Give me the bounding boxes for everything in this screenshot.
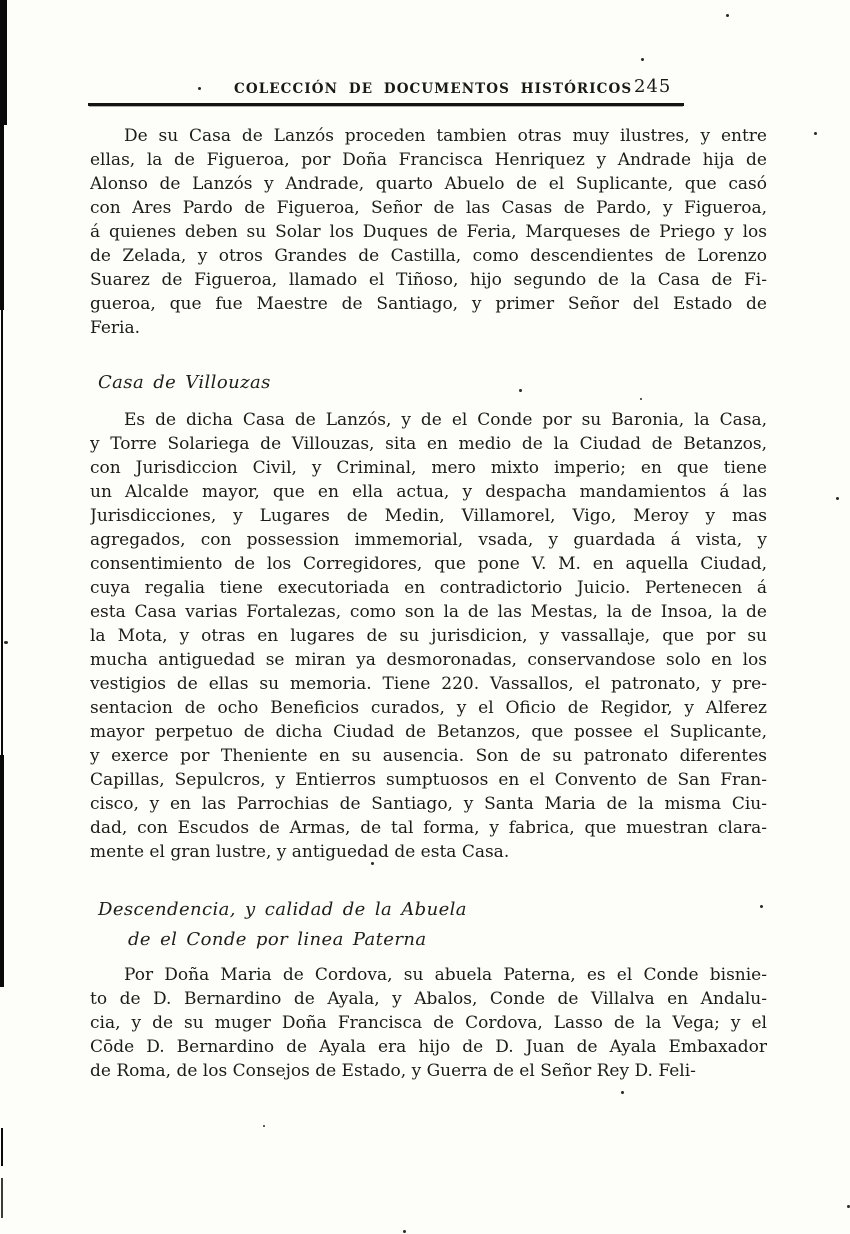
section-heading: Descendencia, y calidad de la Abuela — [98, 899, 467, 920]
paragraph — [90, 408, 767, 864]
text-line: Jurisdicciones, y Lugares de Medin, Villamorel, Vigo, Meroy y mas — [90, 506, 767, 526]
text-line: cisco, y en las Parrochias de Santiago, y Santa Maria de la misma Ciu- — [90, 794, 767, 814]
scan-speck — [726, 14, 729, 17]
paragraph — [90, 963, 767, 1083]
scan-speck — [371, 862, 374, 865]
text-line: Alonso de Lanzós y Andrade, quarto Abuelo de el Suplicante, que casó — [90, 174, 767, 194]
scan-speck — [641, 58, 644, 61]
text-line: cuya regalia tiene executoriada en contradictorio Juicio. Pertenecen á — [90, 578, 767, 598]
scan-speck — [263, 1125, 265, 1127]
binding-shadow-bar — [1, 1128, 3, 1166]
scan-speck — [4, 641, 8, 644]
text-line: Capillas, Sepulcros, y Entierros sumptuosos en el Convento de San Fran- — [90, 770, 767, 790]
text-line: Feria. — [90, 318, 141, 338]
text-line: la Mota, y otras en lugares de su jurisdicion, y vassallaje, que por su — [90, 626, 767, 646]
text-line: vestigios de ellas su memoria. Tiene 220. Vassallos, el patronato, y pre- — [90, 674, 767, 694]
text-line: consentimiento de los Corregidores, que pone V. M. en aquella Ciudad, — [90, 554, 767, 574]
scan-speck — [519, 389, 522, 392]
text-line: mayor perpetuo de dicha Ciudad de Betanzos, que possee el Suplicante, — [90, 722, 767, 742]
header-rule — [88, 103, 684, 106]
text-line: esta Casa varias Fortalezas, como son la de las Mestas, la de Insoa, la de — [90, 602, 767, 622]
running-title: COLECCIÓN DE DOCUMENTOS HISTÓRICOS — [234, 81, 633, 97]
scan-speck — [403, 1230, 406, 1233]
text-line: dad, con Escudos de Armas, de tal forma, y fabrica, que muestran clara- — [90, 818, 767, 838]
binding-shadow-bar — [1, 1178, 3, 1218]
text-line: con Jurisdiccion Civil, y Criminal, mero mixto imperio; en que tiene — [90, 458, 767, 478]
text-line: De su Casa de Lanzós proceden tambien otras muy ilustres, y entre — [124, 126, 767, 146]
scan-speck — [760, 905, 763, 908]
page-number: 245 — [634, 76, 672, 97]
scan-speck — [640, 398, 642, 400]
binding-shadow-bar — [0, 755, 4, 987]
paragraph — [90, 124, 767, 340]
section-heading: de el Conde por linea Paterna — [128, 929, 427, 950]
text-line: Por Doña Maria de Cordova, su abuela Paterna, es el Conde bisnie- — [124, 965, 767, 985]
text-line: mucha antiguedad se miran ya desmoronadas, conservandose solo en los — [90, 650, 767, 670]
text-line: y exerce por Theniente en su ausencia. Son de su patronato diferentes — [90, 746, 767, 766]
text-line: to de D. Bernardino de Ayala, y Abalos, Conde de Villalva en Andalu- — [90, 989, 767, 1009]
text-line: un Alcalde mayor, que en ella actua, y despacha mandamientos á las — [90, 482, 767, 502]
text-line: Cōde D. Bernardino de Ayala era hijo de D. Juan de Ayala Embaxador — [90, 1037, 767, 1057]
text-line: sentacion de ocho Beneficios curados, y el Oficio de Regidor, y Alferez — [90, 698, 767, 718]
scan-speck — [814, 132, 817, 135]
text-line: y Torre Solariega de Villouzas, sita en medio de la Ciudad de Betanzos, — [90, 434, 767, 454]
text-line: mente el gran lustre, y antiguedad de esta Casa. — [90, 842, 510, 862]
scan-speck — [198, 87, 201, 90]
binding-shadow-bar — [1, 310, 3, 755]
scan-speck — [621, 1091, 624, 1094]
text-line: cia, y de su muger Doña Francisca de Cordova, Lasso de la Vega; y el — [90, 1013, 767, 1033]
binding-shadow-bar — [0, 0, 7, 125]
text-line: ellas, la de Figueroa, por Doña Francisca Henriquez y Andrade hija de — [90, 150, 767, 170]
text-line: agregados, con possession immemorial, vsada, y guardada á vista, y — [90, 530, 767, 550]
text-line: con Ares Pardo de Figueroa, Señor de las Casas de Pardo, y Figueroa, — [90, 198, 767, 218]
text-line: de Zelada, y otros Grandes de Castilla, como descendientes de Lorenzo — [90, 246, 767, 266]
text-line: gueroa, que fue Maestre de Santiago, y primer Señor del Estado de — [90, 294, 767, 314]
text-line: Suarez de Figueroa, llamado el Tiñoso, hijo segundo de la Casa de Fi- — [90, 270, 767, 290]
text-line: á quienes deben su Solar los Duques de Feria, Marqueses de Priego y los — [90, 222, 767, 242]
text-line: Es de dicha Casa de Lanzós, y de el Conde por su Baronia, la Casa, — [124, 410, 767, 430]
text-line: de Roma, de los Consejos de Estado, y Guerra de el Señor Rey D. Feli- — [90, 1061, 696, 1081]
section-heading: Casa de Villouzas — [98, 372, 271, 393]
scan-speck — [836, 497, 839, 500]
binding-shadow-bar — [0, 125, 4, 310]
